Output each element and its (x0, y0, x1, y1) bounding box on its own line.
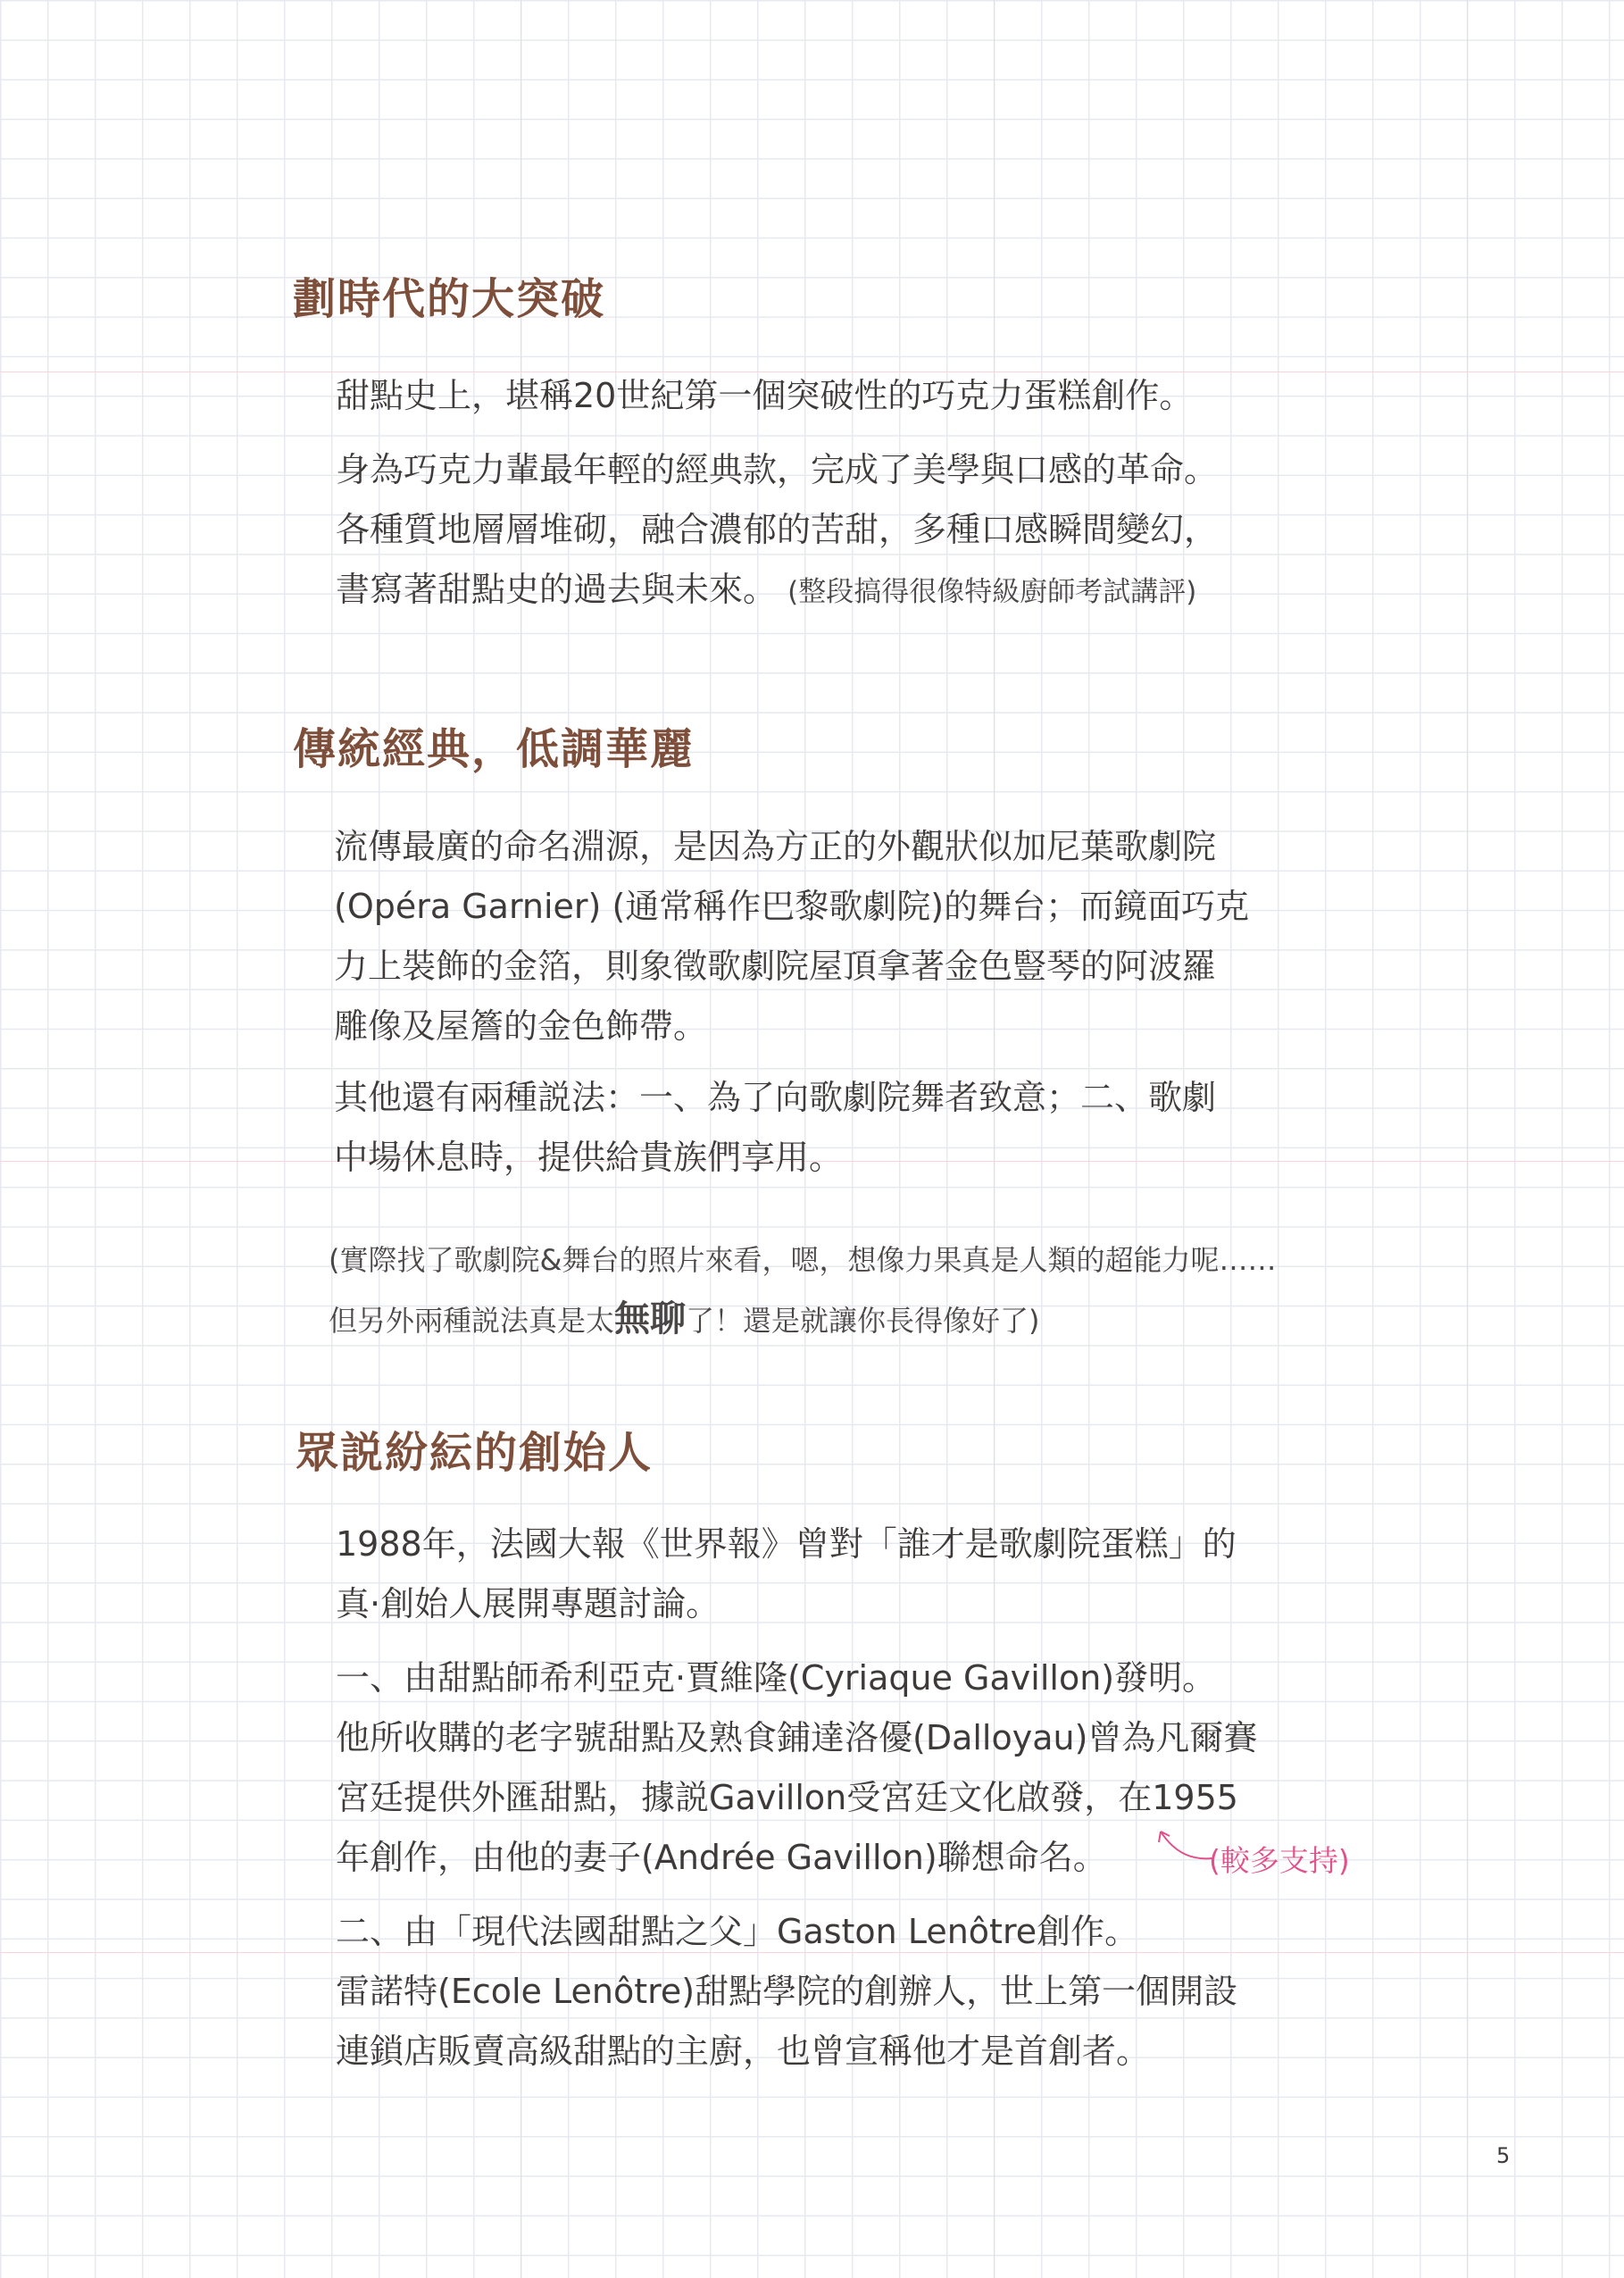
pink-annotation: (較多支持) (1209, 1843, 1350, 1878)
paragraph-line: 其他還有兩種説法：一、為了向歌劇院舞者致意；二、歌劇 (334, 1078, 1217, 1117)
paragraph-line: 一、由甜點師希利亞克·賈維隆(Cyriaque Gavillon)發明。 (336, 1658, 1217, 1698)
note-text: 了！還是就讓你長得像好了) (686, 1304, 1040, 1338)
paragraph (336, 440, 1218, 622)
note-text: 但另外兩種説法真是太 (329, 1304, 615, 1338)
paragraph-line: 二、由「現代法國甜點之父」Gaston Lenôtre創作。 (336, 1912, 1139, 1951)
paragraph-line: 他所收購的老字號甜點及熟食鋪達洛優(Dalloyau)曾為凡爾賽 (336, 1718, 1258, 1757)
paragraph (334, 817, 1249, 1056)
paragraph (336, 1514, 1237, 1634)
paragraph-line: 中場休息時，提供給貴族們享用。 (334, 1138, 844, 1177)
note-emphasis: 無聊 (614, 1298, 687, 1339)
paragraph (336, 1902, 1237, 2082)
paragraph-line: 1988年，法國大報《世界報》曾對「誰才是歌劇院蛋糕」的 (336, 1524, 1237, 1564)
aside-note: (整段搞得很像特級廚師考試講評) (787, 576, 1197, 608)
annotation-arrow-icon (1153, 1826, 1216, 1862)
paragraph (336, 366, 1193, 426)
paragraph-line: 宮廷提供外匯甜點，據説Gavillon受宮廷文化啟發，在1955 (336, 1778, 1238, 1817)
paragraph-line: 流傳最廣的命名淵源，是因為方正的外觀狀似加尼葉歌劇院 (334, 827, 1217, 866)
paragraph-line: 年創作，由他的妻子(Andrée Gavillon)聯想命名。 (336, 1838, 1107, 1877)
section-heading-classic: 傳統經典，低調華麗 (293, 724, 695, 774)
paragraph (334, 1068, 1216, 1188)
paragraph-line: 甜點史上，堪稱20世紀第一個突破性的巧克力蛋糕創作。 (336, 376, 1194, 415)
section-heading-breakthrough: 劃時代的大突破 (293, 274, 606, 324)
paragraph-line: 各種質地層層堆砌，融合濃郁的苦甜，多種口感瞬間變幻， (336, 510, 1219, 549)
note-line: (實際找了歌劇院&舞台的照片來看，嗯，想像力果真是人類的超能力呢…… (329, 1243, 1277, 1277)
paragraph-line: 書寫著甜點史的過去與未來。 (336, 570, 778, 609)
paragraph (336, 1648, 1257, 1888)
page-number: 5 (1496, 2143, 1511, 2168)
side-note (329, 1231, 1276, 1350)
section-heading-founders: 眾説紛紜的創始人 (296, 1428, 654, 1478)
grid-accent-line (1467, 0, 1468, 2278)
paragraph-line: (Opéra Garnier) (通常稱作巴黎歌劇院)的舞台；而鏡面巧克 (334, 887, 1250, 926)
paragraph-line: 連鎖店販賣高級甜點的主廚，也曾宣稱他才是首創者。 (336, 2032, 1151, 2071)
paragraph-line: 雕像及屋簷的金色飾帶。 (334, 1006, 708, 1046)
paragraph-line: 真·創始人展開專題討論。 (336, 1584, 720, 1623)
paragraph-line: 雷諾特(Ecole Lenôtre)甜點學院的創辦人，世上第一個開設 (336, 1972, 1238, 2011)
paragraph-line: 身為巧克力輩最年輕的經典款，完成了美學與口感的革命。 (336, 450, 1219, 489)
paragraph-line: 力上裝飾的金箔，則象徵歌劇院屋頂拿著金色豎琴的阿波羅 (334, 947, 1217, 986)
